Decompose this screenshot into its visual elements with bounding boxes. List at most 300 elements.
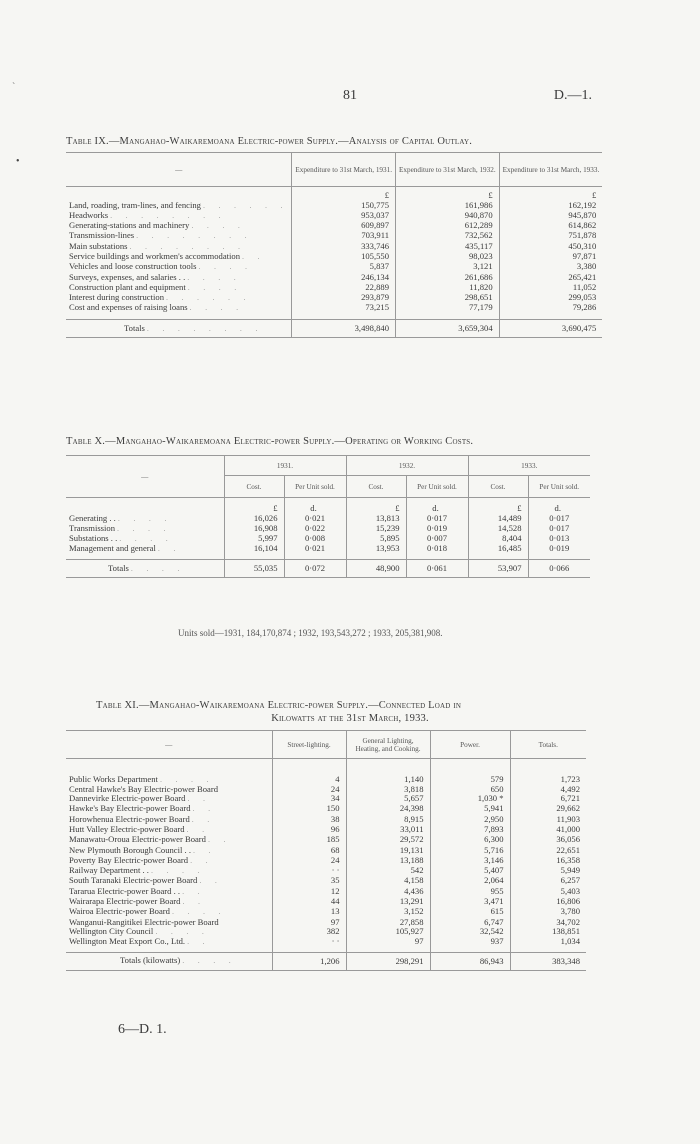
cell-value: 34: [272, 794, 346, 804]
row-label: Manawatu-Oroua Electric-power Board: [69, 835, 206, 845]
table-11-row: [66, 887, 586, 897]
cell-value: 24,398: [346, 804, 430, 814]
row-label: Surveys, expenses, and salaries . .: [69, 272, 186, 282]
table-9-stub-head: —: [66, 153, 292, 187]
table-10-sub-head: Per Unit sold.: [406, 476, 468, 498]
row-label: Management and general: [69, 544, 156, 554]
table-11-row: [66, 815, 586, 825]
cell-value: 105,550: [292, 252, 396, 262]
leader-dots: . . . .: [187, 283, 243, 292]
leader-dots: . .: [182, 898, 206, 907]
cell-value: 16,026: [224, 514, 284, 524]
page-number: 81: [343, 88, 357, 103]
table-10-sub-head: Per Unit sold.: [284, 476, 346, 498]
row-label-cell: [66, 514, 224, 524]
leader-dots: . . . .: [117, 524, 172, 533]
leader-dots: . .: [186, 825, 210, 834]
cell-value: 1,034: [510, 937, 586, 947]
table-9-row: [66, 293, 602, 303]
leader-dots: . . . .: [187, 273, 242, 282]
table-10-total-value: 0·066: [528, 560, 590, 578]
cell-value: 77,179: [396, 303, 500, 313]
cell-value: 97: [346, 937, 430, 947]
unit-mark: d.: [528, 498, 590, 514]
table-11-row: [66, 918, 586, 927]
cell-value: 14,528: [468, 524, 528, 534]
cell-value: 703,911: [292, 231, 396, 241]
cell-value: 246,134: [292, 273, 396, 283]
stray-dot: •: [16, 156, 20, 167]
row-label: Cost and expenses of raising loans: [69, 303, 188, 313]
cell-value: 265,421: [499, 273, 602, 283]
cell-value: 11,820: [396, 283, 500, 293]
row-label-cell: [66, 242, 292, 252]
cell-value: 614,862: [499, 221, 602, 231]
table-9-row: [66, 242, 602, 252]
row-label-cell: [66, 866, 272, 876]
row-label: Public Works Department: [69, 774, 158, 784]
cell-value: 0·017: [528, 514, 590, 524]
cell-value: 41,000: [510, 825, 586, 835]
cell-value: 612,289: [396, 221, 500, 231]
table-10-year-head: 1933.: [468, 456, 590, 476]
unit-mark: £: [224, 498, 284, 514]
cell-value: 13,813: [346, 514, 406, 524]
row-label-cell: [66, 937, 272, 947]
cell-value: 955: [430, 887, 510, 897]
row-label-cell: [66, 825, 272, 835]
cell-value: 5,941: [430, 804, 510, 814]
table-9-col-head: Expenditure to 31st March, 1932.: [396, 153, 500, 187]
row-label-cell: [66, 804, 272, 814]
table-9-row: [66, 262, 602, 272]
leader-dots: . . . .: [172, 908, 227, 917]
row-label: New Plymouth Borough Council . .: [69, 845, 191, 855]
table-10-body: [66, 498, 590, 555]
cell-value: 542: [346, 866, 430, 876]
table-11-caption-line-2: [0, 713, 700, 724]
row-label: Hutt Valley Electric-power Board: [69, 824, 185, 834]
table-9-totals-label: Totals: [124, 322, 145, 333]
row-label-cell: [66, 524, 224, 534]
row-label: Wairarapa Electric-power Board: [69, 897, 181, 907]
table-11-total-value: 383,348: [510, 953, 586, 971]
row-label: Dannevirke Electric-power Board: [69, 794, 186, 804]
row-label: South Taranaki Electric-power Board: [69, 876, 198, 886]
table-11: [66, 730, 586, 971]
page-signature: 6—D. 1.: [118, 1022, 167, 1037]
table-11-row: [66, 846, 586, 856]
cell-value: 0·021: [284, 514, 346, 524]
cell-value: 6,747: [430, 918, 510, 927]
leader-dots: . .: [158, 545, 182, 554]
row-label: Transmission-lines: [69, 231, 135, 241]
table-10-year-head: 1932.: [346, 456, 468, 476]
table-11-col-head: Power.: [430, 731, 510, 759]
row-label-cell: [66, 303, 292, 313]
leader-dots: . . . . . . . .: [136, 232, 253, 241]
cell-value: 6,257: [510, 876, 586, 886]
cell-value: 0·007: [406, 534, 468, 544]
row-label-cell: [66, 293, 292, 303]
stray-mark: `: [12, 82, 16, 93]
cell-value: 435,117: [396, 242, 500, 252]
row-label-cell: [66, 876, 272, 886]
row-label-cell: [66, 907, 272, 917]
cell-value: 16,485: [468, 544, 528, 554]
cell-value: 6,721: [510, 794, 586, 804]
cell-value: 298,651: [396, 293, 500, 303]
cell-value: 1,723: [510, 775, 586, 785]
table-10-total-value: 0·061: [406, 560, 468, 578]
row-label: Headworks: [69, 210, 109, 220]
cell-value: 68: [272, 846, 346, 856]
table-11-row: [66, 856, 586, 866]
cell-value: 945,870: [499, 211, 602, 221]
cell-value: 5,949: [510, 866, 586, 876]
row-label-cell: [66, 897, 272, 907]
cell-value: 5,403: [510, 887, 586, 897]
table-10-total-value: 55,035: [224, 560, 284, 578]
table-9-row: [66, 252, 602, 262]
cell-value: 44: [272, 897, 346, 907]
row-label-cell: [66, 211, 292, 221]
cell-value: 261,686: [396, 273, 500, 283]
cell-value: 14,489: [468, 514, 528, 524]
leader-dots: . . . .: [131, 564, 186, 573]
cell-value: 22,651: [510, 846, 586, 856]
table-10: [66, 455, 590, 578]
table-9-row: [66, 303, 602, 313]
cell-value: 19,131: [346, 846, 430, 856]
table-11-row: [66, 897, 586, 907]
table-10-sub-head: Cost.: [346, 476, 406, 498]
table-10-totals-label: Totals: [108, 562, 129, 573]
row-label: Hawke's Bay Electric-power Board: [69, 804, 191, 814]
table-10-caption: [66, 436, 473, 447]
cell-value: 937: [430, 937, 510, 947]
cell-value: 79,286: [499, 303, 602, 313]
table-11-row: [66, 937, 586, 947]
row-label-cell: [66, 252, 292, 262]
row-label: Service buildings and workmen's accommodation: [69, 251, 240, 261]
table-10-total-value: 53,907: [468, 560, 528, 578]
row-label: Main substations: [69, 241, 128, 251]
table-11-stub-head: —: [66, 731, 272, 759]
cell-value: 1,140: [346, 775, 430, 785]
cell-value: 0·022: [284, 524, 346, 534]
cell-value: 0·019: [528, 544, 590, 554]
currency-unit: £: [396, 187, 500, 201]
table-9-row: [66, 211, 602, 221]
cell-value: 450,310: [499, 242, 602, 252]
table-10-sub-head: Cost.: [468, 476, 528, 498]
table-11-col-head: Totals.: [510, 731, 586, 759]
cell-value: 11,052: [499, 283, 602, 293]
row-label-cell: [66, 283, 292, 293]
cell-value: 579: [430, 775, 510, 785]
cell-value: 0·008: [284, 534, 346, 544]
cell-value: 3,780: [510, 907, 586, 917]
leader-dots: . .: [208, 836, 232, 845]
table-11-row: [66, 927, 586, 937]
cell-value: 0·017: [406, 514, 468, 524]
leader-dots: . . . .: [151, 867, 206, 876]
leader-dots: . . . .: [191, 222, 246, 231]
row-label-cell: [66, 856, 272, 866]
table-11-caption-subtitle: Kilowatts at the 31st March, 1933.: [271, 713, 429, 724]
row-label: Wairoa Electric-power Board: [69, 907, 170, 917]
cell-value: 98,023: [396, 252, 500, 262]
cell-value: 16,908: [224, 524, 284, 534]
cell-value: 0·018: [406, 544, 468, 554]
cell-value: 4,492: [510, 785, 586, 794]
row-label: Wellington Meat Export Co., Ltd.: [69, 937, 186, 947]
cell-value: 940,870: [396, 211, 500, 221]
table-10-caption-prefix: Table X.—: [66, 436, 116, 447]
cell-value: 24: [272, 785, 346, 794]
leader-dots: . .: [187, 938, 211, 947]
table-11-col-head: General Lighting, Heating, and Cooking.: [346, 731, 430, 759]
table-11-row: [66, 907, 586, 917]
table-9-row: [66, 201, 602, 211]
table-11-row: [66, 825, 586, 835]
leader-dots: . . . .: [155, 927, 210, 936]
row-label-cell: [66, 231, 292, 241]
unit-mark: £: [346, 498, 406, 514]
cell-value: 5,837: [292, 262, 396, 272]
table-9-col-head: Expenditure to 31st March, 1933.: [499, 153, 602, 187]
table-9-total-value: 3,498,840: [292, 320, 396, 338]
cell-value: 4: [272, 775, 346, 785]
leader-dots: . . . .: [189, 304, 245, 313]
leader-dots: . . . .: [198, 263, 253, 272]
leader-dots: . .: [242, 252, 266, 261]
cell-value: 8,404: [468, 534, 528, 544]
unit-mark: £: [468, 498, 528, 514]
cell-value: 751,878: [499, 231, 602, 241]
row-label: Interest during construction: [69, 293, 164, 303]
cell-value: 4,436: [346, 887, 430, 897]
row-label-cell: [66, 927, 272, 937]
table-10-total-value: 48,900: [346, 560, 406, 578]
row-label: Vehicles and loose construction tools: [69, 262, 197, 272]
leader-dots: . .: [190, 856, 214, 865]
row-label: Railway Department . .: [69, 866, 149, 876]
currency-unit: £: [292, 187, 396, 201]
cell-value: · ·: [272, 937, 346, 947]
table-11-row: [66, 866, 586, 876]
cell-value: 6,300: [430, 835, 510, 845]
leader-dots: . . . . . . . .: [110, 211, 227, 220]
table-9-body: [66, 187, 602, 314]
cell-value: 299,053: [499, 293, 602, 303]
document-reference: D.—1.: [553, 88, 592, 103]
cell-value: 96: [272, 825, 346, 835]
cell-value: 2,950: [430, 815, 510, 825]
leader-dots: . .: [191, 815, 216, 824]
cell-value: 0·013: [528, 534, 590, 544]
row-label: Poverty Bay Electric-power Board: [69, 855, 189, 865]
row-label: Generating-stations and machinery: [69, 221, 190, 231]
row-label-cell: [66, 794, 272, 804]
unit-mark: d.: [406, 498, 468, 514]
table-10-year-head: 1931.: [224, 456, 346, 476]
table-11-caption-line-1: [96, 700, 461, 711]
table-11-row: [66, 835, 586, 845]
cell-value: 1,030 *: [430, 794, 510, 804]
cell-value: 185: [272, 835, 346, 845]
cell-value: 105,927: [346, 927, 430, 937]
table-9-col-head: Expenditure to 31st March, 1931.: [292, 153, 396, 187]
cell-value: 2,064: [430, 876, 510, 886]
table-9-caption-title: Mangahao-Waikaremoana Electric-power Supply.—Analysis of Capital Outlay.: [119, 136, 473, 147]
table-9: [66, 152, 602, 338]
cell-value: 16,806: [510, 897, 586, 907]
table-11-row: [66, 876, 586, 886]
cell-value: 73,215: [292, 303, 396, 313]
cell-value: 138,851: [510, 927, 586, 937]
cell-value: 150,775: [292, 201, 396, 211]
cell-value: 650: [430, 785, 510, 794]
cell-value: 29,572: [346, 835, 430, 845]
leader-dots: . .: [192, 805, 216, 814]
row-label: Land, roading, tram-lines, and fencing: [69, 200, 201, 210]
row-label-cell: [66, 918, 272, 927]
leader-dots: . . . .: [160, 775, 215, 784]
table-11-row: [66, 804, 586, 814]
cell-value: 162,192: [499, 201, 602, 211]
leader-dots: . . . .: [182, 957, 237, 966]
table-9-row: [66, 231, 602, 241]
cell-value: 12: [272, 887, 346, 897]
cell-value: 3,380: [499, 262, 602, 272]
cell-value: 97,871: [499, 252, 602, 262]
row-label: Generating . .: [69, 513, 116, 523]
leader-dots: . . . . . . . .: [129, 242, 246, 251]
cell-value: 36,056: [510, 835, 586, 845]
table-9-total-value: 3,659,304: [396, 320, 500, 338]
cell-value: 5,895: [346, 534, 406, 544]
cell-value: 3,818: [346, 785, 430, 794]
cell-value: 4,158: [346, 876, 430, 886]
cell-value: 7,893: [430, 825, 510, 835]
currency-unit: £: [499, 187, 602, 201]
table-11-total-value: 298,291: [346, 953, 430, 971]
row-label-cell: [66, 534, 224, 544]
row-label: Central Hawke's Bay Electric-power Board: [69, 784, 219, 794]
table-10-sub-head: Per Unit sold.: [528, 476, 590, 498]
table-11-col-head: Street-lighting.: [272, 731, 346, 759]
row-label-cell: [66, 262, 292, 272]
cell-value: 29,662: [510, 804, 586, 814]
cell-value: 97: [272, 918, 346, 927]
row-label-cell: [66, 815, 272, 825]
table-11-caption-title: Mangahao-Waikaremoana Electric-power Supply.—Connected Load in: [149, 700, 462, 711]
cell-value: 34,702: [510, 918, 586, 927]
leader-dots: . . . . . . . .: [147, 324, 264, 333]
row-label-cell: [66, 846, 272, 856]
cell-value: 3,121: [396, 262, 500, 272]
cell-value: 953,037: [292, 211, 396, 221]
row-label: Transmission: [69, 523, 116, 533]
cell-value: 11,903: [510, 815, 586, 825]
cell-value: 3,471: [430, 897, 510, 907]
row-label: Construction plant and equipment: [69, 282, 186, 292]
cell-value: 3,146: [430, 856, 510, 866]
cell-value: 0·021: [284, 544, 346, 554]
cell-value: 0·019: [406, 524, 468, 534]
cell-value: 15,239: [346, 524, 406, 534]
row-label-cell: [66, 887, 272, 897]
leader-dots: . . . . . .: [166, 294, 252, 303]
row-label-cell: [66, 785, 272, 794]
cell-value: 293,879: [292, 293, 396, 303]
cell-value: 3,152: [346, 907, 430, 917]
table-9-row: [66, 283, 602, 293]
table-9-row: [66, 273, 602, 283]
table-11-row: [66, 775, 586, 785]
row-label: Substations . .: [69, 534, 118, 544]
row-label: Horowhenua Electric-power Board: [69, 814, 190, 824]
cell-value: 16,104: [224, 544, 284, 554]
table-10-sub-head: Cost.: [224, 476, 284, 498]
table-11-body: [66, 759, 586, 948]
cell-value: 5,997: [224, 534, 284, 544]
cell-value: 615: [430, 907, 510, 917]
cell-value: 13,953: [346, 544, 406, 554]
row-label: Wellington City Council: [69, 926, 154, 936]
unit-mark: d.: [284, 498, 346, 514]
leader-dots: . . . .: [119, 535, 174, 544]
cell-value: 150: [272, 804, 346, 814]
table-9-total-value: 3,690,475: [499, 320, 602, 338]
table-9-caption: [66, 136, 472, 147]
leader-dots: . . . . . .: [203, 201, 289, 210]
cell-value: 732,562: [396, 231, 500, 241]
cell-value: 33,011: [346, 825, 430, 835]
leader-dots: . . . .: [117, 514, 173, 523]
cell-value: 27,858: [346, 918, 430, 927]
cell-value: 35: [272, 876, 346, 886]
cell-value: 32,542: [430, 927, 510, 937]
table-11-total-value: 86,943: [430, 953, 510, 971]
table-9-caption-prefix: Table IX.—: [66, 136, 120, 147]
table-9-row: [66, 221, 602, 231]
row-label: Tararua Electric-power Board . .: [69, 886, 181, 896]
cell-value: 16,358: [510, 856, 586, 866]
cell-value: 609,897: [292, 221, 396, 231]
row-label-cell: [66, 273, 292, 283]
leader-dots: . .: [193, 846, 217, 855]
cell-value: 24: [272, 856, 346, 866]
table-11-row: [66, 794, 586, 804]
table-10-units-note: Units sold—1931, 184,170,874 ; 1932, 193,543,272 ; 1933, 205,381,908.: [178, 628, 443, 638]
cell-value: 8,915: [346, 815, 430, 825]
row-label-cell: [66, 835, 272, 845]
table-11-total-value: 1,206: [272, 953, 346, 971]
cell-value: 22,889: [292, 283, 396, 293]
row-label: Wanganui-Rangitikei Electric-power Board: [69, 917, 219, 927]
leader-dots: . .: [199, 877, 223, 886]
table-10-caption-title: Mangahao-Waikaremoana Electric-power Supply.—Operating or Working Costs.: [115, 436, 474, 447]
cell-value: 5,407: [430, 866, 510, 876]
cell-value: 13,188: [346, 856, 430, 866]
cell-value: 5,716: [430, 846, 510, 856]
cell-value: 333,746: [292, 242, 396, 252]
cell-value: 38: [272, 815, 346, 825]
cell-value: · ·: [272, 866, 346, 876]
